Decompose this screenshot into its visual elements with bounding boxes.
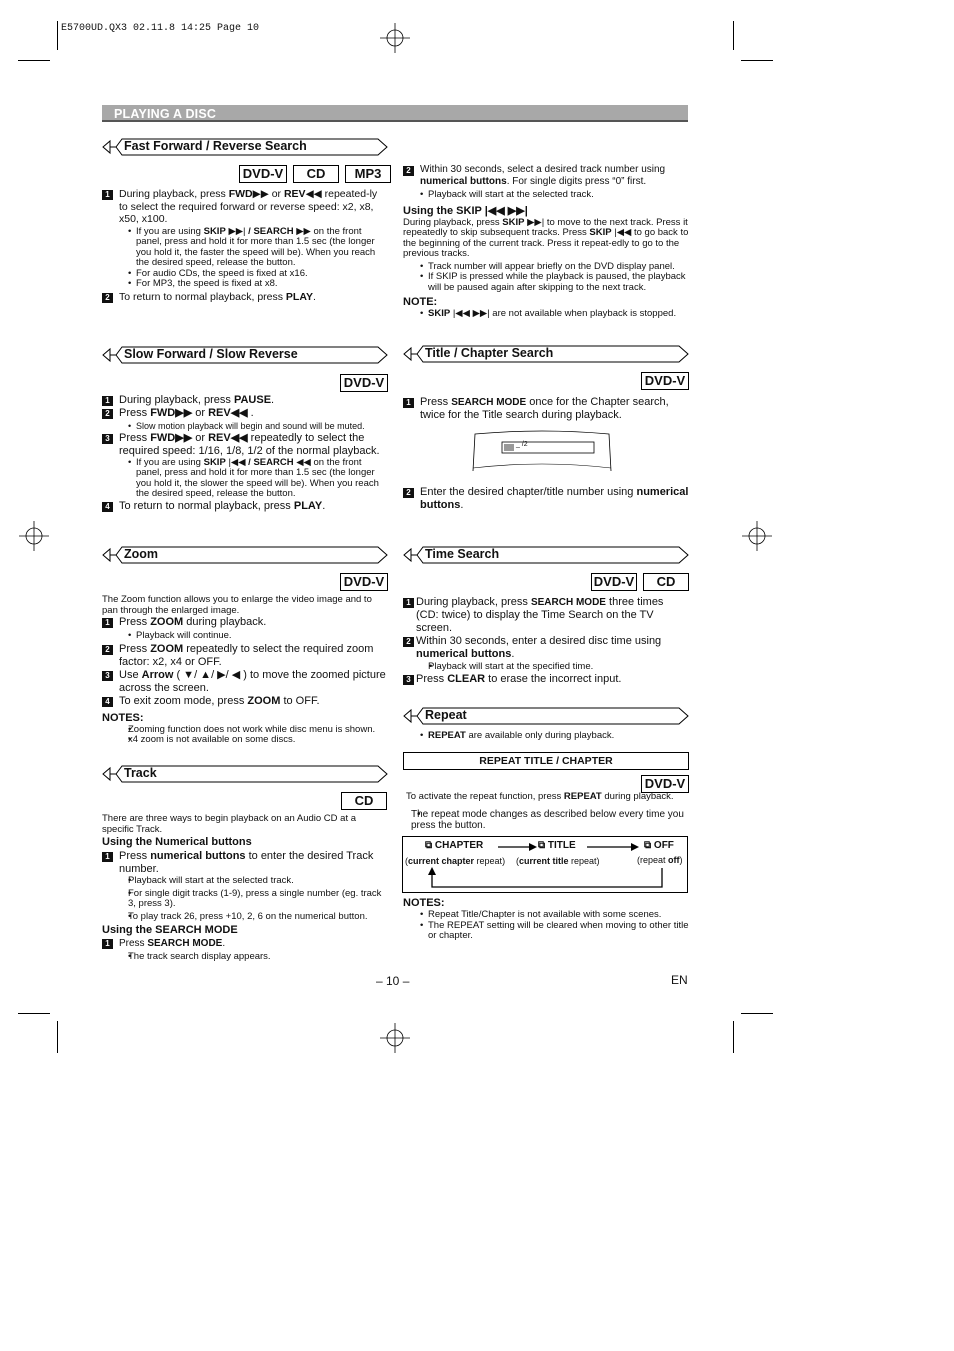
step-2 — [403, 635, 689, 661]
zoom-label: ZOOM — [247, 694, 281, 707]
osd-chapter-readout: _ /2 — [516, 441, 528, 448]
search-mode-label: SEARCH MODE — [451, 397, 527, 408]
badge-dvdv: DVD-V — [239, 165, 287, 183]
skip-prev-icon: |◀◀ — [452, 308, 470, 319]
badge-dvdv: DVD-V — [591, 573, 637, 591]
step-1 — [102, 937, 388, 950]
text: ( ▼/ ▲/ ▶/ ◀ ) to move the zoomed picture across the screen. — [119, 668, 386, 694]
text: once for the Chapter search, twice for the Title search during playback. — [420, 396, 669, 421]
bullet: • Playback will continue. — [102, 631, 388, 642]
text: current title — [519, 856, 569, 866]
text: . — [222, 938, 226, 949]
bullet — [403, 731, 689, 742]
bullet: • Playback will start at the selected track. — [403, 190, 689, 201]
step-2 — [102, 407, 388, 420]
disc-badges — [239, 165, 391, 183]
step-number: 1 — [102, 939, 113, 949]
rewind-icon: ◀◀ — [230, 431, 248, 444]
text: . — [511, 648, 515, 660]
disc-badges — [340, 573, 388, 591]
text: Press — [119, 407, 151, 419]
heading-title: Zoom — [124, 547, 159, 561]
search-mode-label: SEARCH MODE — [530, 597, 606, 608]
rewind-icon: ◀◀ — [296, 456, 311, 468]
text: Press — [119, 616, 151, 628]
crop-mark — [18, 1013, 50, 1014]
step-1 — [102, 616, 388, 629]
track-intro: There are three ways to begin playback on an Audio CD at a specific Track. — [102, 813, 357, 835]
text: . — [322, 499, 326, 512]
fwd-label: FWD — [228, 188, 253, 200]
bullet — [102, 458, 388, 500]
registration-mark-icon — [19, 521, 49, 551]
text: Press — [119, 850, 151, 862]
repeat-body — [406, 792, 690, 831]
print-header: E5700UD.QX3 02.11.8 14:25 Page 10 — [61, 23, 260, 34]
play-label: PLAY — [285, 290, 313, 303]
text: . — [312, 290, 316, 303]
badge-dvdv: DVD-V — [340, 374, 388, 392]
fast-forward-icon: ▶▶ — [175, 407, 193, 419]
heading-track — [102, 765, 388, 783]
repeat-mode-diagram — [402, 836, 688, 893]
step-3 — [102, 432, 388, 458]
skip-next-icon: ▶▶| — [472, 308, 490, 319]
repeat-label: REPEAT — [563, 791, 602, 802]
text: three times (CD: twice) to display the Time Search on the TV screen. — [416, 596, 664, 634]
text: During playback, press — [403, 216, 503, 228]
text: Within 30 seconds, select a desired track number using — [420, 164, 666, 175]
step-number: 2 — [102, 645, 113, 655]
skip-prev-icon: |◀◀ — [484, 204, 505, 217]
text: during playback. — [183, 616, 267, 628]
language-code: EN — [671, 973, 688, 987]
step-1 — [403, 596, 689, 635]
disc-badges — [641, 372, 689, 390]
subheading: Using the SEARCH MODE — [102, 924, 238, 936]
title-search-step2 — [403, 486, 689, 512]
crop-mark — [741, 60, 773, 61]
badge-mp3: MP3 — [345, 165, 391, 183]
text: . — [247, 407, 254, 419]
numerical-buttons-label: numerical buttons — [420, 176, 507, 187]
section-bar-title: PLAYING A DISC — [114, 107, 217, 121]
repeat-off-caption: (repeat off) — [637, 855, 683, 865]
heading-title: Repeat — [425, 708, 467, 722]
text: During playback, press — [119, 394, 234, 406]
step-number: 1 — [102, 190, 113, 200]
badge-cd: CD — [341, 792, 387, 810]
text: repeatedly to select the required zoom factor: x2, x4 or OFF. — [119, 642, 374, 668]
step-number: 2 — [403, 637, 414, 647]
text: or — [192, 407, 209, 419]
bullet — [403, 309, 689, 320]
bullet: • To play track 26, press +10, 2, 6 on the numerical button. — [102, 912, 388, 923]
skip-label: SKIP — [428, 308, 451, 319]
skip-label: SKIP — [502, 216, 525, 228]
skip-next-icon: ▶▶| — [228, 225, 246, 237]
text: . — [460, 499, 464, 511]
fwd-label: FWD — [150, 431, 176, 444]
search-label: / SEARCH — [245, 456, 294, 468]
text: . For single digits press “0” first. — [506, 176, 647, 187]
bullet: • Repeat Title/Chapter is not available with some scenes. — [403, 910, 689, 921]
repeat-label: REPEAT — [428, 730, 466, 741]
text: Press — [119, 431, 151, 444]
disc-badges — [340, 374, 388, 392]
bullet: • Slow motion playback will begin and sound will be muted. — [102, 421, 388, 432]
numerical-buttons-label: numerical buttons — [150, 850, 246, 862]
repeat-off-label — [644, 840, 674, 851]
fwd-label: FWD — [150, 407, 176, 419]
heading-fast-forward — [102, 138, 388, 156]
disc-badges — [591, 573, 689, 591]
skip-next-icon: ▶▶| — [507, 204, 528, 217]
badge-dvdv: DVD-V — [641, 775, 689, 793]
text: during playback. — [601, 791, 674, 802]
fast-forward-icon: ▶▶ — [296, 225, 311, 237]
bullet: • For single digit tracks (1-9), press a single number (eg. track 3, press 3). — [102, 889, 388, 910]
bullet: • Playback will start at the specified time. — [403, 662, 689, 673]
skip-prev-icon: |◀◀ — [614, 227, 632, 238]
tv-screen-illustration — [472, 430, 612, 472]
bullet: • The repeat mode changes as described below every time you press the button. — [400, 809, 684, 831]
step-number: 1 — [403, 598, 414, 608]
text: to move to the next track. Press it repeatedly to skip subsequent tracks. Press — [403, 216, 688, 238]
note-heading: NOTE: — [403, 296, 438, 308]
bullet: • For audio CDs, the speed is fixed at x16. — [102, 269, 388, 280]
step-number: 2 — [102, 409, 113, 419]
heading-title: Track — [124, 766, 157, 780]
rewind-icon: ◀◀ — [230, 407, 248, 419]
numerical-buttons-label: numerical buttons — [416, 648, 512, 660]
text: repeat — [640, 855, 669, 865]
step-1 — [102, 850, 388, 876]
text: During playback, press — [416, 596, 531, 608]
time-search-body — [403, 596, 689, 686]
text: Using the SKIP — [403, 204, 482, 217]
step-number: 1 — [102, 396, 113, 406]
arrow-label: Arrow — [141, 668, 174, 681]
text: on the front panel, press and hold it for more than 1.5 sec (the longer you hold it, the faster the speed will be). When you reach the desired speed, release the button. — [136, 225, 376, 268]
text: Use — [119, 668, 142, 681]
text: To return to normal playback, press — [119, 499, 294, 512]
track-right-body — [403, 164, 689, 320]
repeat-icon: ⧉ — [538, 840, 546, 851]
step-2 — [102, 291, 388, 304]
heading-slow-forward — [102, 346, 388, 364]
text: During playback, press — [119, 188, 229, 200]
bullet: • Zooming function does not work while disc menu is shown. — [102, 725, 388, 736]
skip-label: SKIP — [203, 456, 226, 468]
numerical-buttons-label: numerical buttons — [420, 486, 689, 511]
crop-mark — [57, 21, 58, 50]
bullet: • Track number will appear briefly on the DVD display panel. — [403, 262, 689, 273]
text: off — [668, 855, 680, 865]
repeat-chapter-label — [425, 840, 483, 851]
text: to enter the desired Track number. — [119, 850, 374, 875]
step-3 — [403, 673, 689, 686]
step-number: 2 — [403, 166, 414, 176]
crop-mark — [57, 1021, 58, 1053]
text: repeat — [474, 856, 503, 866]
text: are not available when playback is stopped. — [489, 308, 677, 319]
play-label: PLAY — [293, 499, 323, 512]
heading-title: Title / Chapter Search — [425, 346, 554, 360]
crop-mark — [733, 21, 734, 50]
heading-title-chapter-search — [403, 345, 689, 363]
text: To return to normal playback, press — [119, 290, 286, 303]
badge-dvdv: DVD-V — [340, 573, 388, 591]
step-1 — [102, 188, 388, 226]
step-number: 2 — [102, 293, 113, 303]
text: to OFF. — [280, 694, 320, 707]
title-search-body — [403, 396, 689, 422]
skip-prev-icon: |◀◀ — [228, 456, 246, 468]
track-body — [102, 814, 388, 963]
text: or — [268, 188, 284, 200]
step-1 — [102, 394, 388, 407]
bullet: • Playback will start at the selected track. — [102, 876, 388, 887]
bullet: • If SKIP is pressed while the playback is paused, the playback will be paused again after skipping to the next track. — [403, 272, 689, 293]
text: repeatedly to select the required speed: 1/16, 1/8, 1/2 of the normal playback. — [119, 431, 380, 457]
text: are available only during playback. — [465, 730, 615, 741]
heading-title: Fast Forward / Reverse Search — [124, 139, 307, 153]
heading-repeat — [403, 707, 689, 725]
registration-mark-icon — [380, 1023, 410, 1053]
text: TITLE — [547, 840, 576, 851]
registration-mark-icon — [742, 521, 772, 551]
text: If you are using — [136, 225, 204, 237]
text: Press — [119, 642, 151, 655]
text: OFF — [653, 840, 674, 851]
bullet: • For MP3, the speed is fixed at x8. — [102, 279, 388, 290]
skip-paragraph — [403, 218, 689, 260]
step-number: 1 — [102, 618, 113, 628]
step-2 — [102, 643, 388, 669]
text: current chapter — [408, 856, 475, 866]
subheading: Using the Numerical buttons — [102, 836, 252, 848]
ff-body — [102, 188, 388, 303]
pause-label: PAUSE — [233, 394, 272, 406]
zoom-body — [102, 595, 388, 746]
text: To exit zoom mode, press — [119, 694, 248, 707]
crop-mark — [741, 1013, 773, 1014]
repeat-notes — [403, 897, 689, 942]
notes-heading: NOTES: — [403, 897, 445, 909]
step-number: 2 — [403, 488, 414, 498]
text: Press — [416, 672, 448, 685]
text: to go back to the beginning of the current track. Press it repeat-edly to go to the previous tracks. — [403, 227, 689, 259]
crop-mark — [18, 60, 50, 61]
step-number: 4 — [102, 697, 113, 707]
repeat-icon: ⧉ — [425, 840, 433, 851]
skip-next-icon: ▶▶| — [527, 216, 545, 228]
registration-mark-icon — [380, 23, 410, 53]
skip-label: SKIP — [203, 225, 226, 237]
bullet: • x4 zoom is not available on some discs. — [102, 735, 388, 746]
step-number: 1 — [403, 398, 414, 408]
text: repeat — [568, 856, 597, 866]
heading-zoom — [102, 546, 388, 564]
repeat-title-caption: (current title repeat) — [516, 856, 600, 866]
notes-heading: NOTES: — [102, 711, 144, 724]
text: Enter the desired chapter/title number using — [420, 486, 637, 498]
step-2 — [403, 486, 689, 512]
zoom-label: ZOOM — [150, 616, 184, 628]
badge-cd: CD — [643, 573, 689, 591]
crop-mark — [733, 1021, 734, 1053]
bullet — [102, 227, 388, 269]
text: If you are using — [136, 456, 204, 468]
disc-badges — [341, 792, 387, 810]
rewind-icon: ◀◀ — [305, 188, 322, 200]
repeat-box-title — [403, 752, 689, 770]
bullet: • The REPEAT setting will be cleared when moving to other title or chapter. — [403, 921, 689, 942]
clear-label: CLEAR — [447, 672, 486, 685]
zoom-intro: The Zoom function allows you to enlarge the video image and to pan through the enlarged image. — [102, 594, 372, 616]
repeat-icon: ⧉ — [644, 840, 652, 851]
step-4 — [102, 695, 388, 708]
text: CHAPTER — [434, 840, 484, 851]
badge-dvdv: DVD-V — [641, 372, 689, 390]
text: Press — [119, 938, 148, 949]
rev-label: REV — [283, 188, 306, 200]
text: Within 30 seconds, enter a desired disc time using — [416, 635, 662, 647]
text: To activate the repeat function, press — [406, 791, 564, 802]
step-2 — [403, 164, 689, 188]
skip-label: SKIP — [589, 227, 612, 238]
text: to erase the incorrect input. — [485, 672, 622, 685]
search-label: / SEARCH — [245, 225, 294, 237]
text: REPEAT TITLE / CHAPTER — [479, 755, 613, 767]
heading-title: Slow Forward / Slow Reverse — [124, 347, 298, 361]
heading-title: Time Search — [425, 547, 500, 561]
text: . — [271, 394, 275, 406]
step-number: 4 — [102, 502, 113, 512]
repeat-title-label — [538, 840, 576, 851]
step-number: 3 — [102, 434, 113, 444]
text: on the front panel, press and hold it for more than 1.5 sec (the longer you hold it, the slower the speed will be). When you reach the desired speed, release the button. — [136, 456, 379, 499]
step-number: 3 — [403, 675, 414, 685]
zoom-label: ZOOM — [150, 642, 184, 655]
step-3 — [102, 669, 388, 695]
step-1 — [403, 396, 689, 422]
step-number: 3 — [102, 671, 113, 681]
repeat-note — [403, 731, 689, 742]
page-number: – 10 – — [376, 974, 410, 988]
repeat-chapter-caption: (current chapter repeat) — [405, 856, 506, 866]
text: repeated-ly to select the required forward or reverse speed: x2, x8, x50, x100. — [119, 188, 378, 225]
section-bar — [102, 105, 688, 122]
search-mode-label: SEARCH MODE — [147, 938, 223, 949]
slow-body — [102, 394, 388, 513]
text: Press — [420, 396, 452, 408]
bullet: • The track search display appears. — [102, 952, 388, 963]
badge-cd: CD — [293, 165, 339, 183]
rev-label: REV — [208, 431, 231, 444]
step-4 — [102, 500, 388, 513]
step-number: 1 — [102, 852, 113, 862]
fast-forward-icon: ▶▶ — [252, 188, 269, 200]
repeat-intro — [406, 792, 690, 803]
text: or — [192, 431, 209, 444]
heading-time-search — [403, 546, 689, 564]
rev-label: REV — [208, 407, 231, 419]
fast-forward-icon: ▶▶ — [175, 431, 193, 444]
